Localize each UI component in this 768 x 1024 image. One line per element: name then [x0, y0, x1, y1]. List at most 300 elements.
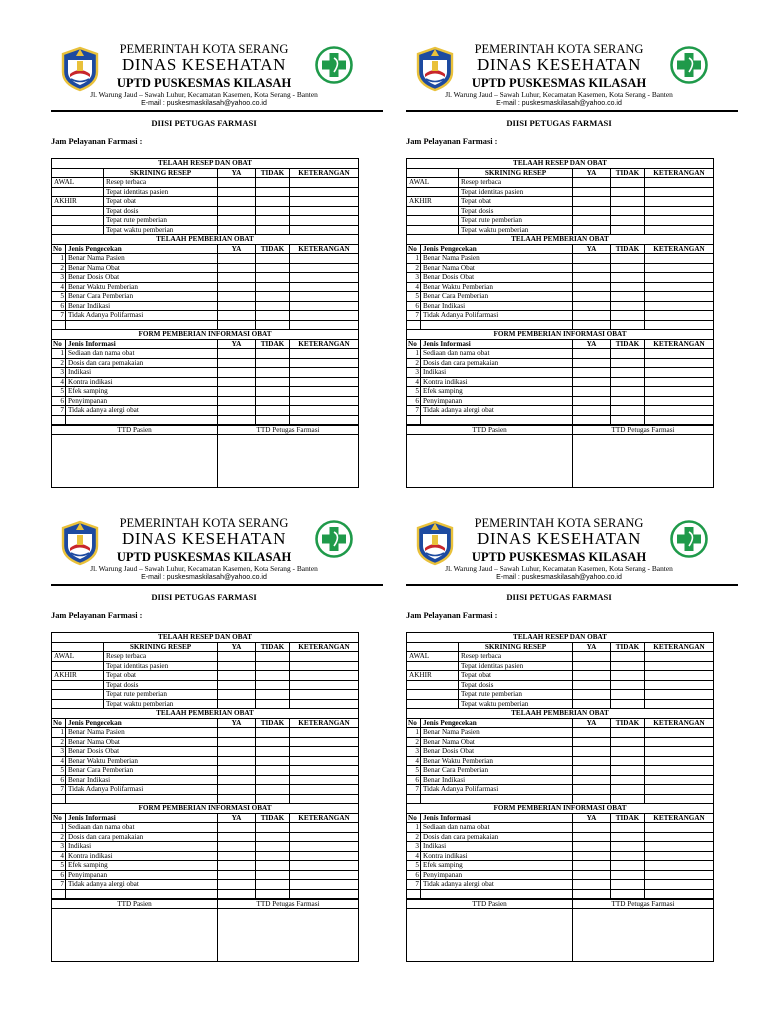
- ya-cell[interactable]: [573, 738, 611, 747]
- row-number: 1: [52, 254, 66, 263]
- tidak-cell[interactable]: [611, 283, 645, 292]
- tidak-cell[interactable]: [256, 728, 290, 737]
- ya-cell[interactable]: [218, 785, 256, 794]
- tidak-cell[interactable]: [256, 652, 290, 661]
- tidak-cell[interactable]: [611, 349, 645, 358]
- ya-cell[interactable]: [573, 842, 611, 851]
- keterangan-cell[interactable]: [645, 359, 713, 368]
- tidak-cell[interactable]: [256, 671, 290, 680]
- keterangan-cell[interactable]: [290, 681, 358, 690]
- ya-cell[interactable]: [218, 747, 256, 756]
- keterangan-cell[interactable]: [645, 700, 713, 709]
- tidak-cell[interactable]: [611, 785, 645, 794]
- tidak-cell[interactable]: [256, 785, 290, 794]
- keterangan-cell[interactable]: [645, 662, 713, 671]
- keterangan-cell[interactable]: [290, 728, 358, 737]
- header-divider: [406, 110, 738, 112]
- ya-cell[interactable]: [573, 700, 611, 709]
- keterangan-cell[interactable]: [645, 178, 713, 187]
- ya-cell[interactable]: [218, 378, 256, 387]
- keterangan-cell[interactable]: [645, 264, 713, 273]
- ya-cell[interactable]: [218, 766, 256, 775]
- tidak-cell[interactable]: [256, 747, 290, 756]
- ya-cell[interactable]: [218, 226, 256, 235]
- tidak-cell[interactable]: [611, 197, 645, 206]
- ya-cell[interactable]: [218, 852, 256, 861]
- tidak-cell[interactable]: [611, 311, 645, 320]
- tidak-cell[interactable]: [256, 359, 290, 368]
- ya-cell[interactable]: [573, 823, 611, 832]
- ya-cell[interactable]: [218, 359, 256, 368]
- table-row: [407, 368, 713, 378]
- tidak-cell[interactable]: [611, 861, 645, 870]
- ya-cell[interactable]: [218, 842, 256, 851]
- unit-name: UPTD PUSKESMAS KILASAH: [471, 76, 647, 90]
- tidak-cell[interactable]: [256, 273, 290, 282]
- ya-cell[interactable]: [218, 349, 256, 358]
- keterangan-cell[interactable]: [645, 652, 713, 661]
- keterangan-cell[interactable]: [290, 861, 358, 870]
- tidak-cell[interactable]: [611, 700, 645, 709]
- tidak-cell[interactable]: [256, 197, 290, 206]
- ya-cell[interactable]: [573, 188, 611, 197]
- tidak-cell[interactable]: [611, 406, 645, 415]
- keterangan-cell[interactable]: [290, 273, 358, 282]
- tidak-cell[interactable]: [611, 387, 645, 396]
- ya-cell[interactable]: [573, 861, 611, 870]
- ya-cell[interactable]: [218, 197, 256, 206]
- keterangan-cell[interactable]: [290, 368, 358, 377]
- keterangan-cell[interactable]: [290, 292, 358, 301]
- ya-cell[interactable]: [573, 833, 611, 842]
- keterangan-cell[interactable]: [645, 728, 713, 737]
- ya-cell[interactable]: [218, 387, 256, 396]
- tidak-cell[interactable]: [256, 738, 290, 747]
- keterangan-cell[interactable]: [290, 359, 358, 368]
- check-item-label: Sediaan dan nama obat: [421, 823, 573, 832]
- tidak-cell[interactable]: [611, 766, 645, 775]
- ya-cell[interactable]: [218, 880, 256, 889]
- tidak-cell[interactable]: [611, 302, 645, 311]
- keterangan-cell[interactable]: [290, 387, 358, 396]
- tidak-cell[interactable]: [611, 738, 645, 747]
- ya-cell[interactable]: [218, 207, 256, 216]
- keterangan-cell[interactable]: [290, 738, 358, 747]
- keterangan-cell[interactable]: [290, 207, 358, 216]
- ya-cell[interactable]: [218, 681, 256, 690]
- tidak-cell[interactable]: [611, 397, 645, 406]
- tidak-cell[interactable]: [256, 397, 290, 406]
- column-header-keterangan: KETERANGAN: [653, 339, 705, 348]
- ya-cell[interactable]: [573, 216, 611, 225]
- keterangan-cell[interactable]: [645, 833, 713, 842]
- keterangan-cell[interactable]: [290, 188, 358, 197]
- tidak-cell[interactable]: [611, 273, 645, 282]
- column-header-no: No: [52, 340, 66, 349]
- column-header-tidak: TIDAK: [256, 814, 290, 823]
- keterangan-cell[interactable]: [290, 311, 358, 320]
- tidak-cell[interactable]: [611, 757, 645, 766]
- keterangan-cell[interactable]: [290, 349, 358, 358]
- tidak-cell[interactable]: [611, 852, 645, 861]
- keterangan-cell[interactable]: [645, 216, 713, 225]
- ya-cell[interactable]: [573, 776, 611, 785]
- ya-cell[interactable]: [573, 349, 611, 358]
- keterangan-cell[interactable]: [290, 378, 358, 387]
- keterangan-cell[interactable]: [290, 406, 358, 415]
- unit-name: UPTD PUSKESMAS KILASAH: [471, 550, 647, 564]
- tidak-cell[interactable]: [611, 671, 645, 680]
- ya-cell[interactable]: [573, 311, 611, 320]
- tidak-cell[interactable]: [611, 823, 645, 832]
- ya-cell[interactable]: [218, 368, 256, 377]
- keterangan-cell[interactable]: [290, 178, 358, 187]
- tidak-cell[interactable]: [611, 254, 645, 263]
- check-item-label: Tepat dosis: [459, 681, 573, 690]
- keterangan-cell[interactable]: [645, 766, 713, 775]
- ya-cell[interactable]: [573, 197, 611, 206]
- ya-cell[interactable]: [573, 359, 611, 368]
- table-row: [52, 776, 358, 786]
- keterangan-cell[interactable]: [645, 197, 713, 206]
- tidak-cell[interactable]: [256, 880, 290, 889]
- keterangan-cell[interactable]: [290, 264, 358, 273]
- ya-cell[interactable]: [218, 700, 256, 709]
- check-item-label: Resep terbaca: [459, 178, 573, 187]
- tidak-cell[interactable]: [256, 254, 290, 263]
- tidak-cell[interactable]: [256, 766, 290, 775]
- tidak-cell[interactable]: [256, 368, 290, 377]
- keterangan-cell[interactable]: [645, 283, 713, 292]
- ya-cell[interactable]: [573, 757, 611, 766]
- signature-box-pharmacist[interactable]: [218, 909, 358, 961]
- tidak-cell[interactable]: [611, 652, 645, 661]
- tidak-cell[interactable]: [256, 823, 290, 832]
- signature-label-patient: TTD Pasien: [52, 426, 218, 434]
- tidak-cell[interactable]: [611, 842, 645, 851]
- row-group-label: AKHIR: [407, 671, 459, 680]
- tidak-cell[interactable]: [256, 216, 290, 225]
- ya-cell[interactable]: [573, 852, 611, 861]
- ya-cell[interactable]: [218, 861, 256, 870]
- tidak-cell[interactable]: [256, 861, 290, 870]
- tidak-cell[interactable]: [611, 188, 645, 197]
- tidak-cell[interactable]: [256, 302, 290, 311]
- keterangan-cell[interactable]: [645, 188, 713, 197]
- ya-cell[interactable]: [573, 207, 611, 216]
- table-row: [52, 188, 358, 198]
- row-number: 6: [407, 302, 421, 311]
- tidak-cell[interactable]: [611, 681, 645, 690]
- ya-cell[interactable]: [573, 880, 611, 889]
- keterangan-cell[interactable]: [290, 302, 358, 311]
- ya-cell[interactable]: [573, 681, 611, 690]
- signature-box-patient[interactable]: [407, 909, 573, 961]
- tidak-cell[interactable]: [256, 681, 290, 690]
- ya-cell[interactable]: [218, 833, 256, 842]
- keterangan-cell[interactable]: [290, 197, 358, 206]
- keterangan-cell[interactable]: [290, 823, 358, 832]
- ya-cell[interactable]: [573, 690, 611, 699]
- ya-cell[interactable]: [218, 728, 256, 737]
- ya-cell[interactable]: [218, 273, 256, 282]
- tidak-cell[interactable]: [256, 833, 290, 842]
- tidak-cell[interactable]: [256, 387, 290, 396]
- ya-cell[interactable]: [218, 406, 256, 415]
- section-title: FORM PEMBERIAN INFORMASI OBAT: [493, 330, 627, 338]
- ya-cell[interactable]: [573, 273, 611, 282]
- keterangan-cell[interactable]: [645, 302, 713, 311]
- tidak-cell[interactable]: [611, 871, 645, 880]
- ya-cell[interactable]: [573, 671, 611, 680]
- keterangan-cell[interactable]: [290, 652, 358, 661]
- ya-cell[interactable]: [573, 226, 611, 235]
- keterangan-cell[interactable]: [645, 785, 713, 794]
- tidak-cell[interactable]: [611, 378, 645, 387]
- tidak-cell[interactable]: [256, 264, 290, 273]
- tidak-cell[interactable]: [256, 311, 290, 320]
- ya-cell[interactable]: [218, 283, 256, 292]
- tidak-cell[interactable]: [256, 757, 290, 766]
- table-row: [407, 197, 713, 207]
- section-title: TELAAH PEMBERIAN OBAT: [156, 709, 254, 717]
- ya-cell[interactable]: [573, 302, 611, 311]
- table-row: [407, 652, 713, 662]
- keterangan-cell[interactable]: [645, 880, 713, 889]
- row-group-label: AWAL: [52, 652, 104, 661]
- tidak-cell[interactable]: [256, 871, 290, 880]
- ya-cell[interactable]: [218, 662, 256, 671]
- keterangan-cell[interactable]: [290, 662, 358, 671]
- keterangan-cell[interactable]: [290, 254, 358, 263]
- ya-cell[interactable]: [573, 406, 611, 415]
- tidak-cell[interactable]: [611, 880, 645, 889]
- tidak-cell[interactable]: [256, 690, 290, 699]
- keterangan-cell[interactable]: [645, 311, 713, 320]
- ya-cell[interactable]: [573, 397, 611, 406]
- tidak-cell[interactable]: [256, 188, 290, 197]
- keterangan-cell[interactable]: [645, 349, 713, 358]
- tidak-cell[interactable]: [256, 283, 290, 292]
- tidak-cell[interactable]: [256, 207, 290, 216]
- tidak-cell[interactable]: [611, 747, 645, 756]
- table-row: [407, 264, 713, 274]
- ya-cell[interactable]: [573, 387, 611, 396]
- ya-cell[interactable]: [573, 766, 611, 775]
- tidak-cell[interactable]: [611, 178, 645, 187]
- keterangan-cell[interactable]: [290, 216, 358, 225]
- column-header-ya: YA: [218, 340, 256, 349]
- service-time-label: Jam Pelayanan Farmasi :: [51, 137, 143, 146]
- keterangan-cell[interactable]: [645, 378, 713, 387]
- tidak-cell[interactable]: [611, 216, 645, 225]
- keterangan-cell[interactable]: [290, 671, 358, 680]
- ya-cell[interactable]: [573, 652, 611, 661]
- keterangan-cell[interactable]: [645, 738, 713, 747]
- keterangan-cell[interactable]: [290, 871, 358, 880]
- keterangan-cell[interactable]: [645, 681, 713, 690]
- keterangan-cell[interactable]: [645, 368, 713, 377]
- check-item-label: Benar Cara Pemberian: [66, 292, 218, 301]
- keterangan-cell[interactable]: [290, 852, 358, 861]
- check-item-label: Benar Indikasi: [421, 776, 573, 785]
- ya-cell[interactable]: [218, 652, 256, 661]
- check-item-label: Benar Dosis Obat: [66, 747, 218, 756]
- tidak-cell[interactable]: [611, 662, 645, 671]
- keterangan-cell[interactable]: [645, 852, 713, 861]
- keterangan-cell[interactable]: [645, 842, 713, 851]
- blank-cell: [421, 795, 573, 804]
- ya-cell[interactable]: [218, 302, 256, 311]
- ya-cell[interactable]: [218, 776, 256, 785]
- keterangan-cell[interactable]: [290, 397, 358, 406]
- ya-cell[interactable]: [573, 871, 611, 880]
- signature-box-patient[interactable]: [52, 435, 218, 487]
- tidak-cell[interactable]: [256, 406, 290, 415]
- keterangan-cell[interactable]: [645, 823, 713, 832]
- column-header-name: Jenis Informasi: [66, 340, 218, 349]
- ya-cell[interactable]: [573, 178, 611, 187]
- keterangan-cell[interactable]: [290, 766, 358, 775]
- tidak-cell[interactable]: [256, 700, 290, 709]
- keterangan-cell[interactable]: [290, 700, 358, 709]
- ya-cell[interactable]: [573, 728, 611, 737]
- check-item-label: Benar Dosis Obat: [66, 273, 218, 282]
- signature-box-patient[interactable]: [407, 435, 573, 487]
- keterangan-cell[interactable]: [645, 273, 713, 282]
- keterangan-cell[interactable]: [645, 226, 713, 235]
- column-header-ya: YA: [573, 814, 611, 823]
- ya-cell[interactable]: [573, 254, 611, 263]
- ya-cell[interactable]: [218, 178, 256, 187]
- ya-cell[interactable]: [573, 292, 611, 301]
- row-number: 3: [407, 842, 421, 851]
- check-item-label: Tepat identitas pasien: [104, 662, 218, 671]
- signature-box-pharmacist[interactable]: [573, 909, 713, 961]
- tidak-cell[interactable]: [256, 178, 290, 187]
- signature-box-pharmacist[interactable]: [573, 435, 713, 487]
- ya-cell[interactable]: [218, 757, 256, 766]
- tidak-cell[interactable]: [611, 368, 645, 377]
- signature-box-patient[interactable]: [52, 909, 218, 961]
- keterangan-cell[interactable]: [645, 871, 713, 880]
- keterangan-cell[interactable]: [645, 397, 713, 406]
- table-row: [407, 178, 713, 188]
- keterangan-cell[interactable]: [645, 757, 713, 766]
- department-name: DINAS KESEHATAN: [477, 529, 641, 548]
- ya-cell[interactable]: [218, 254, 256, 263]
- keterangan-cell[interactable]: [290, 776, 358, 785]
- tidak-cell[interactable]: [256, 349, 290, 358]
- row-number: 1: [407, 823, 421, 832]
- tidak-cell[interactable]: [256, 292, 290, 301]
- row-number: 4: [52, 283, 66, 292]
- tidak-cell[interactable]: [256, 662, 290, 671]
- row-number: 5: [52, 292, 66, 301]
- ya-cell[interactable]: [573, 368, 611, 377]
- tidak-cell[interactable]: [611, 833, 645, 842]
- ya-cell[interactable]: [218, 823, 256, 832]
- keterangan-cell[interactable]: [290, 757, 358, 766]
- ya-cell[interactable]: [218, 871, 256, 880]
- signature-label-pharmacist: TTD Petugas Farmasi: [611, 426, 675, 434]
- keterangan-cell[interactable]: [645, 406, 713, 415]
- ya-cell[interactable]: [218, 292, 256, 301]
- tidak-cell[interactable]: [611, 690, 645, 699]
- ya-cell[interactable]: [573, 662, 611, 671]
- tidak-cell[interactable]: [611, 226, 645, 235]
- signature-box-pharmacist[interactable]: [218, 435, 358, 487]
- keterangan-cell[interactable]: [290, 283, 358, 292]
- tidak-cell[interactable]: [611, 292, 645, 301]
- tidak-cell[interactable]: [611, 264, 645, 273]
- keterangan-cell[interactable]: [645, 387, 713, 396]
- keterangan-cell[interactable]: [645, 254, 713, 263]
- tidak-cell[interactable]: [256, 378, 290, 387]
- blank-cell: [645, 416, 713, 425]
- keterangan-cell[interactable]: [645, 776, 713, 785]
- health-cross-icon: [315, 46, 353, 84]
- keterangan-cell[interactable]: [645, 671, 713, 680]
- column-header: SKRINING RESEP: [104, 643, 218, 652]
- ya-cell[interactable]: [218, 738, 256, 747]
- keterangan-cell[interactable]: [290, 785, 358, 794]
- check-item-label: Tepat identitas pasien: [459, 662, 573, 671]
- keterangan-cell[interactable]: [290, 842, 358, 851]
- row-group-label: [52, 662, 104, 671]
- ya-cell[interactable]: [218, 690, 256, 699]
- check-item-label: Tepat identitas pasien: [459, 188, 573, 197]
- keterangan-cell[interactable]: [645, 207, 713, 216]
- signature-label-pharmacist: TTD Petugas Farmasi: [256, 900, 320, 908]
- ya-cell[interactable]: [218, 264, 256, 273]
- blank-cell: [645, 890, 713, 899]
- tidak-cell[interactable]: [611, 359, 645, 368]
- row-group-label: [407, 662, 459, 671]
- ya-cell[interactable]: [218, 671, 256, 680]
- row-group-label: [52, 207, 104, 216]
- ya-cell[interactable]: [218, 397, 256, 406]
- ya-cell[interactable]: [218, 311, 256, 320]
- tidak-cell[interactable]: [256, 852, 290, 861]
- tidak-cell[interactable]: [256, 226, 290, 235]
- table-row: [407, 406, 713, 416]
- row-group-label: [407, 216, 459, 225]
- keterangan-cell[interactable]: [290, 833, 358, 842]
- tidak-cell[interactable]: [256, 842, 290, 851]
- tidak-cell[interactable]: [611, 728, 645, 737]
- ya-cell[interactable]: [573, 785, 611, 794]
- ya-cell[interactable]: [218, 188, 256, 197]
- keterangan-cell[interactable]: [290, 747, 358, 756]
- ya-cell[interactable]: [218, 216, 256, 225]
- tidak-cell[interactable]: [611, 207, 645, 216]
- keterangan-cell[interactable]: [645, 292, 713, 301]
- keterangan-cell[interactable]: [290, 226, 358, 235]
- keterangan-cell[interactable]: [290, 690, 358, 699]
- keterangan-cell[interactable]: [645, 861, 713, 870]
- ya-cell[interactable]: [573, 264, 611, 273]
- ya-cell[interactable]: [573, 747, 611, 756]
- row-group-label: [52, 226, 104, 235]
- keterangan-cell[interactable]: [290, 880, 358, 889]
- tidak-cell[interactable]: [256, 776, 290, 785]
- keterangan-cell[interactable]: [645, 690, 713, 699]
- tidak-cell[interactable]: [611, 776, 645, 785]
- ya-cell[interactable]: [573, 283, 611, 292]
- ya-cell[interactable]: [573, 378, 611, 387]
- keterangan-cell[interactable]: [645, 747, 713, 756]
